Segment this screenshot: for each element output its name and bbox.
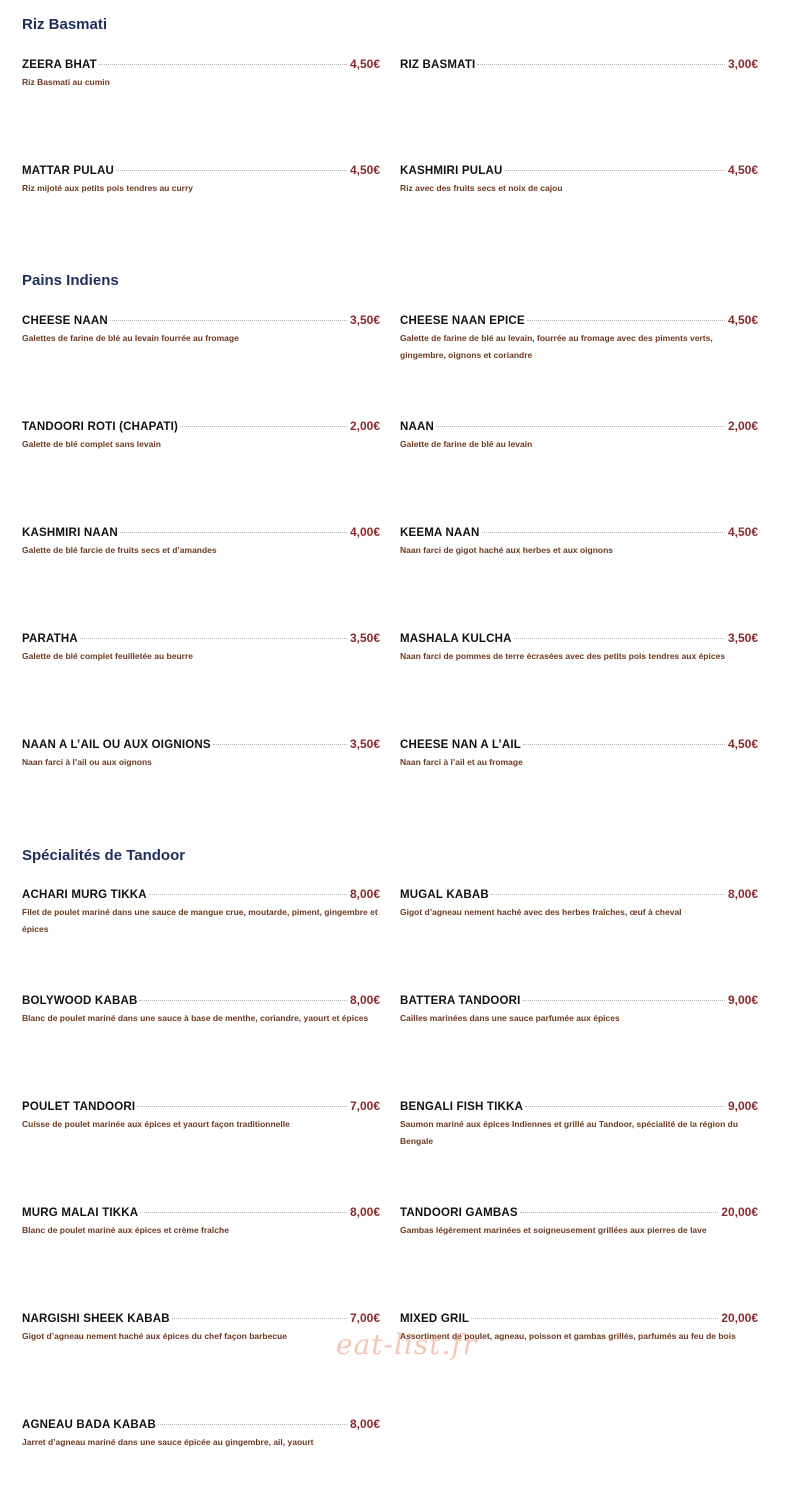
item-price: 20,00€ <box>721 1311 758 1325</box>
item-description: Riz avec des fruits secs et noix de cajou <box>400 183 563 193</box>
menu-item <box>22 1311 380 1345</box>
item-name: POULET TANDOORI <box>22 1101 136 1113</box>
item-price: 2,00€ <box>349 419 380 433</box>
item-description: Assortiment de poulet, agneau, poisson et gambas grillés, parfumés au feu de bois <box>400 1331 736 1341</box>
menu-item <box>22 57 380 91</box>
item-price: 8,00€ <box>349 1417 380 1431</box>
item-name: KASHMIRI PULAU <box>400 165 503 177</box>
item-name: CHEESE NAAN <box>22 315 108 327</box>
item-price: 7,00€ <box>349 1311 380 1325</box>
item-name: ZEERA BHAT <box>22 59 97 71</box>
item-price: 8,00€ <box>349 993 380 1007</box>
item-description: Riz Basmati au cumin <box>22 77 110 87</box>
item-description: Jarret d’agneau mariné dans une sauce épicée au gingembre, ail, yaourt <box>22 1437 314 1447</box>
item-description: Naan farci à l’ail et au fromage <box>400 757 523 767</box>
item-description: Riz mijoté aux petits pois tendres au curry <box>22 183 193 193</box>
dot-leader <box>471 1318 718 1319</box>
dot-leader <box>140 1212 347 1213</box>
item-price: 9,00€ <box>727 993 758 1007</box>
menu-item <box>400 57 758 74</box>
item-price: 4,50€ <box>727 313 758 327</box>
item-name: BOLYWOOD KABAB <box>22 995 138 1007</box>
dot-leader <box>120 532 347 533</box>
item-description: Galette de blé complet sans levain <box>22 439 161 449</box>
menu-item <box>22 525 380 559</box>
item-price: 4,50€ <box>727 737 758 751</box>
item-name: MUGAL KABAB <box>400 889 489 901</box>
menu-item <box>22 163 380 197</box>
dot-leader <box>527 320 725 321</box>
item-name: NAAN A L’AIL OU AUX OIGNIONS <box>22 739 211 751</box>
item-name: CHEESE NAAN EPICE <box>400 315 525 327</box>
menu-item <box>22 993 380 1027</box>
item-price: 3,00€ <box>727 57 758 71</box>
item-name: BATTERA TANDOORI <box>400 995 521 1007</box>
dot-leader <box>520 1212 719 1213</box>
item-price: 3,50€ <box>349 631 380 645</box>
item-price: 4,50€ <box>349 163 380 177</box>
item-price: 3,50€ <box>727 631 758 645</box>
menu-item <box>400 313 758 364</box>
dot-leader <box>482 532 725 533</box>
item-price: 8,00€ <box>727 887 758 901</box>
item-description: Gigot d’agneau nement haché aux épices du chef façon barbecue <box>22 1331 287 1341</box>
item-name: MURG MALAI TIKKA <box>22 1207 139 1219</box>
item-description: Blanc de poulet mariné aux épices et crème fraîche <box>22 1225 229 1235</box>
item-price: 4,50€ <box>727 163 758 177</box>
dot-leader <box>110 320 347 321</box>
item-price: 2,00€ <box>727 419 758 433</box>
dot-leader <box>514 638 725 639</box>
item-name: ACHARI MURG TIKKA <box>22 889 147 901</box>
item-description: Filet de poulet mariné dans une sauce de mangue crue, moutarde, piment, gingembre et épices <box>22 907 378 934</box>
item-name: MASHALA KULCHA <box>400 633 512 645</box>
dot-leader <box>504 170 725 171</box>
dot-leader <box>137 1106 347 1107</box>
item-name: TANDOORI ROTI (CHAPATI) <box>22 421 178 433</box>
dot-leader <box>139 1000 347 1001</box>
menu-item <box>22 631 380 665</box>
menu-item <box>400 737 758 771</box>
item-name: KASHMIRI NAAN <box>22 527 118 539</box>
item-description: Gigot d’agneau nement haché avec des herbes fraîches, œuf à cheval <box>400 907 682 917</box>
item-name: NAAN <box>400 421 435 433</box>
dot-leader <box>99 64 347 65</box>
menu-item <box>22 313 380 347</box>
menu-item <box>400 525 758 559</box>
item-name: PARATHA <box>22 633 78 645</box>
section-title-riz-basmati: Riz Basmati <box>22 16 108 33</box>
dot-leader <box>116 170 347 171</box>
item-price: 20,00€ <box>721 1205 758 1219</box>
dot-leader <box>80 638 347 639</box>
item-description: Galette de blé complet feuilletée au beurre <box>22 651 193 661</box>
menu-item <box>22 887 380 938</box>
menu-item <box>22 737 380 771</box>
menu-item <box>22 419 380 453</box>
menu-item <box>22 1205 380 1239</box>
item-description: Galette de farine de blé au levain, fourrée au fromage avec des piments verts, gingembre, oignons et coriandre <box>400 333 713 360</box>
item-price: 9,00€ <box>727 1099 758 1113</box>
menu-item <box>400 1099 758 1150</box>
menu-item <box>400 887 758 921</box>
dot-leader <box>491 894 725 895</box>
dot-leader <box>477 64 725 65</box>
item-description: Galette de farine de blé au levain <box>400 439 533 449</box>
item-description: Naan farci à l’ail ou aux oignons <box>22 757 152 767</box>
dot-leader <box>158 1424 347 1425</box>
item-price: 8,00€ <box>349 887 380 901</box>
item-name: MATTAR PULAU <box>22 165 115 177</box>
dot-leader <box>525 1106 725 1107</box>
item-price: 4,50€ <box>349 57 380 71</box>
menu-item <box>22 1417 380 1451</box>
dot-leader <box>523 1000 725 1001</box>
item-description: Saumon mariné aux épices Indiennes et grillé au Tandoor, spécialité de la région du Bengale <box>400 1119 739 1146</box>
menu-item <box>400 993 758 1027</box>
item-name: CHEESE NAN A L’AIL <box>400 739 521 751</box>
item-price: 4,50€ <box>727 525 758 539</box>
item-name: RIZ BASMATI <box>400 59 476 71</box>
item-price: 3,50€ <box>349 313 380 327</box>
item-description: Naan farci de pommes de terre écrasées avec des petits pois tendres aux épices <box>400 651 726 661</box>
item-description: Cuisse de poulet marinée aux épices et yaourt façon traditionnelle <box>22 1119 290 1129</box>
item-name: KEEMA NAAN <box>400 527 480 539</box>
item-name: NARGISHI SHEEK KABAB <box>22 1313 170 1325</box>
item-name: AGNEAU BADA KABAB <box>22 1419 156 1431</box>
item-price: 7,00€ <box>349 1099 380 1113</box>
section-title-pains-indiens: Pains Indiens <box>22 272 119 289</box>
menu-item <box>400 163 758 197</box>
item-description: Cailles marinées dans une sauce parfumée aux épices <box>400 1013 620 1023</box>
section-title-specialites-tandoor: Spécialités de Tandoor <box>22 847 186 864</box>
dot-leader <box>523 744 725 745</box>
menu-item <box>400 631 758 665</box>
item-description: Naan farci de gigot haché aux herbes et aux oignons <box>400 545 614 555</box>
item-price: 3,50€ <box>349 737 380 751</box>
item-price: 8,00€ <box>349 1205 380 1219</box>
menu-item <box>400 1205 758 1239</box>
menu-item <box>22 1099 380 1133</box>
menu-item <box>400 1311 758 1345</box>
item-description: Galettes de farine de blé au levain fourrée au fromage <box>22 333 239 343</box>
item-description: Blanc de poulet mariné dans une sauce à base de menthe, coriandre, yaourt et épices <box>22 1013 369 1023</box>
item-name: TANDOORI GAMBAS <box>400 1207 518 1219</box>
item-price: 4,00€ <box>349 525 380 539</box>
item-name: BENGALI FISH TIKKA <box>400 1101 524 1113</box>
menu-item <box>400 419 758 453</box>
dot-leader <box>436 426 725 427</box>
dot-leader <box>180 426 347 427</box>
item-description: Galette de blé farcie de fruits secs et d’amandes <box>22 545 217 555</box>
item-name: MIXED GRIL <box>400 1313 470 1325</box>
dot-leader <box>149 894 347 895</box>
watermark: eat-list.fr <box>336 1328 478 1361</box>
item-description: Gambas légèrement marinées et soigneusement grillées aux pierres de lave <box>400 1225 707 1235</box>
dot-leader <box>172 1318 347 1319</box>
dot-leader <box>213 744 347 745</box>
